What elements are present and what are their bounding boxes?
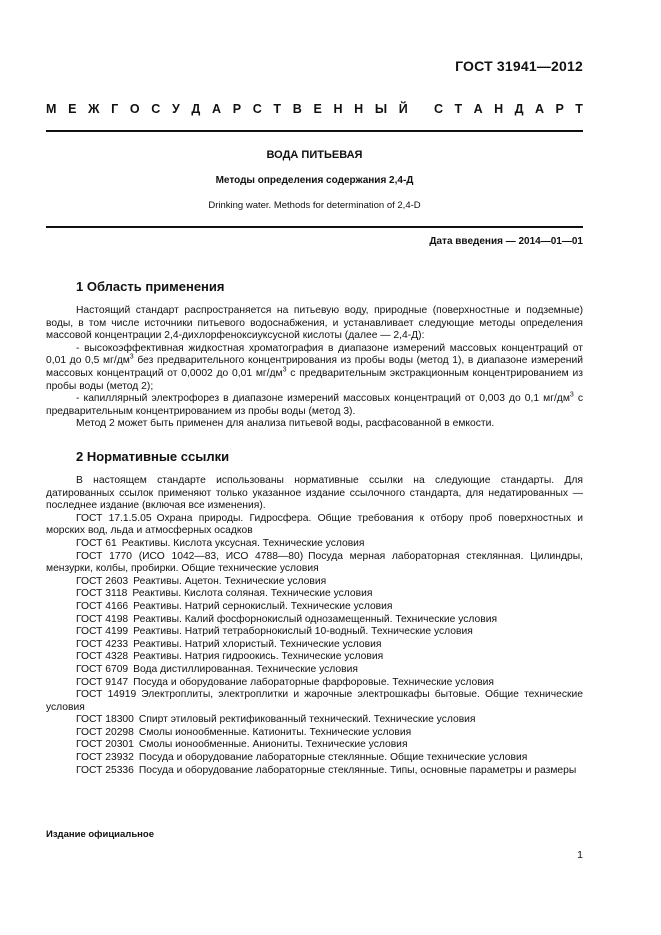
banner-letter: Т (273, 102, 282, 116)
document-title: ВОДА ПИТЬЕВАЯ (266, 149, 363, 161)
banner-letter: А (212, 102, 222, 116)
reference-item: ГОСТ 4166 Реактивы. Натрий сернокислый. Технические условия (76, 600, 393, 612)
paragraph-method-hplc: - высокоэффективная жидкостная хроматография в диапазоне измерений массовых концентраций от 0,01 до 0,5 $мг/дм^3$ без предварительного концентрирования из пробы воды (метод 1), в диапазоне измерений массовых концентраций от 0,0002 до 0,01 $мг/дм^3$ с предварительным экстракционным концентрированием из пробы воды (метод 2); (46, 342, 583, 392)
document-number: ГОСТ 31941—2012 (455, 58, 583, 74)
reference-item: ГОСТ 17.1.5.05 Охрана природы. Гидросфера. Общие требования к отбору проб поверхностных и морских вод, льда и атмосферных осадков (46, 512, 583, 537)
banner-letter: Е (68, 102, 77, 116)
banner-letter: Е (313, 102, 322, 116)
reference-item: ГОСТ 4198 Реактивы. Калий фосфорнокислый однозамещенный. Технические условия (76, 613, 498, 625)
section-scope (46, 279, 583, 431)
document-subtitle: Методы определения содержания 2,4-Д (215, 175, 414, 186)
banner-letter: Д (191, 102, 201, 116)
banner-letter: А (473, 102, 483, 116)
banner-letter: Й (398, 102, 408, 116)
banner-word-interstate (46, 102, 408, 116)
banner-letter: Ж (88, 102, 100, 116)
reference-item: ГОСТ 1770 (ИСО 1042—83, ИСО 4788—80) Посуда мерная лабораторная стеклянная. Цилиндры, мензурки, колбы, пробирки. Общие технические условия (46, 550, 583, 575)
banner-letter: Д (514, 102, 524, 116)
reference-item: ГОСТ 25336 Посуда и оборудование лабораторные стеклянные. Типы, основные параметры и размеры (76, 764, 577, 776)
banner-letter: Т (575, 102, 583, 116)
banner-letter: Р (555, 102, 564, 116)
official-edition-note: Издание официальное (46, 829, 154, 840)
title-rule (46, 226, 583, 228)
banner-letter: О (129, 102, 140, 116)
banner-letter: У (171, 102, 180, 116)
reference-item: ГОСТ 18300 Спирт этиловый ректификованный технический. Технические условия (76, 714, 476, 726)
banner-letter: Н (494, 102, 504, 116)
banner-letter: С (151, 102, 161, 116)
banner-letter: С (434, 102, 444, 116)
banner-letter: Г (111, 102, 119, 116)
reference-item: ГОСТ 4328 Реактивы. Натрия гидроокись. Технические условия (76, 651, 384, 663)
section-heading: 1 Область применения (76, 279, 225, 294)
banner-letter: В (292, 102, 302, 116)
banner-letter: Н (354, 102, 364, 116)
paragraph-method-electrophoresis: - капиллярный электрофорез в диапазоне измерений массовых концентраций от 0,003 до 0,1 $мг/дм^3$ с предварительным концентрированием из пробы воды (метод 3). (46, 391, 583, 417)
introduction-date: Дата введения — 2014—01—01 (429, 236, 583, 247)
document-page (46, 0, 583, 935)
reference-item: ГОСТ 23932 Посуда и оборудование лабораторные стеклянные. Общие технические условия (76, 752, 528, 764)
banner-letter: Н (333, 102, 343, 116)
reference-item: ГОСТ 61 Реактивы. Кислота уксусная. Технические условия (76, 537, 365, 549)
interstate-standard-banner (46, 102, 583, 116)
banner-letter: Р (232, 102, 242, 116)
banner-letter: Ы (374, 102, 388, 116)
banner-letter: Т (454, 102, 463, 116)
section-heading: 2 Нормативные ссылки (76, 449, 230, 464)
banner-letter: А (534, 102, 545, 116)
paragraph: Настоящий стандарт распространяется на питьевую воду, природные (поверхностные и подземные) воды, в том числе источники питьевого водоснабжения, и устанавливает следующие методы определения массовой концентрации 2,4-дихлорфеноксиуксусной кислоты (далее — 2,4-Д): (46, 305, 583, 342)
section-normative-references (46, 449, 583, 777)
reference-item: ГОСТ 4233 Реактивы. Натрий хлористый. Технические условия (76, 638, 382, 650)
page-number: 1 (577, 849, 583, 861)
reference-item: ГОСТ 6709 Вода дистиллированная. Технические условия (76, 663, 358, 675)
banner-letter: С (252, 102, 262, 116)
paragraph: Метод 2 может быть применен для анализа питьевой воды, расфасованной в емкости. (76, 418, 495, 430)
document-title-english: Drinking water. Methods for determination of 2,4-D (208, 200, 421, 211)
reference-item: ГОСТ 4199 Реактивы. Натрий тетраборнокислый 10-водный. Технические условия (76, 626, 473, 638)
reference-item: ГОСТ 3118 Реактивы. Кислота соляная. Технические условия (76, 588, 373, 600)
reference-item: ГОСТ 20298 Смолы ионообменные. Катиониты. Технические условия (76, 726, 412, 738)
reference-item: ГОСТ 2603 Реактивы. Ацетон. Технические условия (76, 575, 327, 587)
reference-item: ГОСТ 14919 Электроплиты, электроплитки и жарочные электрошкафы бытовые. Общие технические условия (46, 689, 583, 713)
paragraph: В настоящем стандарте использованы нормативные ссылки на следующие стандарты. Для датированных ссылок применяют только указанное издание ссылочного стандарта, для недатированных — последнее издание (включая все изменения). (46, 475, 583, 512)
banner-word-standard (434, 102, 583, 116)
reference-item: ГОСТ 9147 Посуда и оборудование лабораторные фарфоровые. Технические условия (76, 676, 494, 688)
banner-letter: М (46, 102, 57, 116)
reference-list (46, 513, 583, 777)
reference-item: ГОСТ 20301 Смолы ионообменные. Аниониты. Технические условия (76, 739, 408, 751)
header-rule (46, 130, 583, 132)
